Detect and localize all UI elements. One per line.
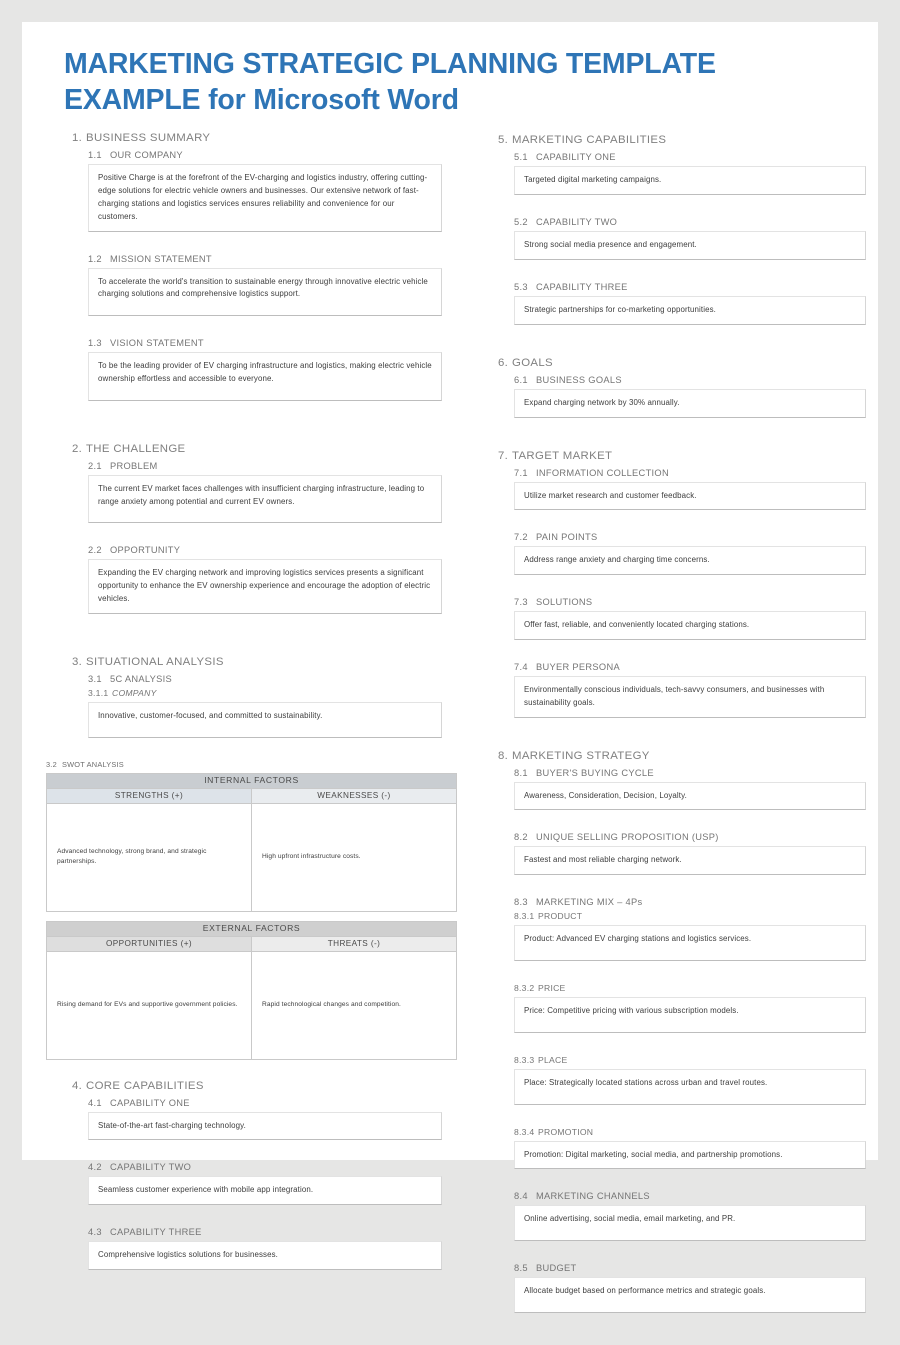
section-number: 2. xyxy=(72,442,83,455)
subsection-number: 4.3 xyxy=(88,1227,102,1238)
subsection-heading xyxy=(480,282,866,292)
table-row xyxy=(47,803,457,911)
answer-box[interactable]: Awareness, Consideration, Decision, Loyalty. xyxy=(514,782,866,811)
swot-spacer xyxy=(44,912,454,921)
subsection-heading xyxy=(480,375,866,385)
strengths-cell[interactable]: Advanced technology, strong brand, and strategic partnerships. xyxy=(47,803,252,911)
answer-box[interactable]: Expand charging network by 30% annually. xyxy=(514,389,866,418)
section-heading xyxy=(44,132,454,144)
subsection-heading xyxy=(480,217,866,227)
section-title: MARKETING STRATEGY xyxy=(512,749,650,762)
section-heading xyxy=(44,443,454,455)
left-column xyxy=(44,132,454,1292)
section-title: TARGET MARKET xyxy=(512,449,613,462)
subsection-label: BUSINESS GOALS xyxy=(536,374,622,385)
subsection-number: 5.1 xyxy=(514,152,528,163)
sub-subsection-number: 8.3.3 xyxy=(514,1054,535,1065)
swot-title: SWOT ANALYSIS xyxy=(62,759,124,769)
answer-box[interactable]: Environmentally conscious individuals, tech-savvy consumers, and businesses with sustainability goals. xyxy=(514,676,866,718)
section-number: 8. xyxy=(498,749,509,762)
table-row xyxy=(47,921,457,936)
subsection-label: CAPABILITY ONE xyxy=(110,1097,190,1108)
section-spacer xyxy=(44,423,454,443)
subsection-number: 7.2 xyxy=(514,532,528,543)
subsection-number: 3.1 xyxy=(88,673,102,684)
weaknesses-cell[interactable]: High upfront infrastructure costs. xyxy=(252,803,457,911)
section-spacer xyxy=(480,440,866,450)
section-number: 5. xyxy=(498,134,509,147)
sub-subsection-heading xyxy=(480,1127,866,1137)
answer-box[interactable]: Utilize market research and customer feedback. xyxy=(514,482,866,511)
opportunities-header: OPPORTUNITIES (+) xyxy=(47,936,252,951)
threats-header: THREATS (-) xyxy=(252,936,457,951)
subsection-label: INFORMATION COLLECTION xyxy=(536,467,669,478)
subsection-number: 1.2 xyxy=(88,253,102,264)
subsection-heading xyxy=(44,545,454,555)
sub-subsection-label: PLACE xyxy=(538,1054,568,1065)
sub-subsection-number: 8.3.4 xyxy=(514,1126,535,1137)
table-row xyxy=(47,788,457,803)
answer-box[interactable]: State-of-the-art fast-charging technology. xyxy=(88,1112,442,1141)
section-marketing-capabilities xyxy=(480,134,866,324)
external-factors-banner: EXTERNAL FACTORS xyxy=(47,921,457,936)
subsection-heading xyxy=(480,468,866,478)
subsection-heading xyxy=(480,597,866,607)
subsection-heading xyxy=(480,832,866,842)
document-page xyxy=(22,22,878,1296)
swot-analysis-block xyxy=(44,760,454,1060)
sub-subsection-heading xyxy=(480,983,866,993)
table-row xyxy=(47,773,457,788)
internal-factors-banner: INTERNAL FACTORS xyxy=(47,773,457,788)
section-spacer xyxy=(480,347,866,357)
subsection-label: MARKETING CHANNELS xyxy=(536,1191,650,1202)
answer-box[interactable]: Expanding the EV charging network and improving logistics services presents a significant opportunity to enhance the EV ownership experience and encourage the adoption of electric vehicles. xyxy=(88,559,442,613)
subsection-number: 4.2 xyxy=(88,1162,102,1173)
section-title: CORE CAPABILITIES xyxy=(86,1079,204,1092)
sub-subsection-number: 8.3.1 xyxy=(514,911,535,922)
section-title: THE CHALLENGE xyxy=(86,442,186,455)
subsection-heading xyxy=(480,152,866,162)
subsection-label: CAPABILITY TWO xyxy=(536,217,618,228)
page-title xyxy=(64,46,824,118)
subsection-heading xyxy=(44,1162,454,1172)
subsection-number: 8.4 xyxy=(514,1191,528,1202)
threats-cell[interactable]: Rapid technological changes and competition. xyxy=(252,951,457,1059)
subsection-heading xyxy=(44,150,454,160)
section-heading xyxy=(480,357,866,369)
subsection-heading xyxy=(44,461,454,471)
sub-subsection-heading xyxy=(480,911,866,921)
subsection-label: 5C ANALYSIS xyxy=(110,673,173,684)
subsection-label: PAIN POINTS xyxy=(536,532,598,543)
sub-subsection-number: 8.3.2 xyxy=(514,982,535,993)
swot-internal-table xyxy=(46,773,457,912)
subsection-label: PROBLEM xyxy=(110,460,158,471)
title-line-2: EXAMPLE for Microsoft Word xyxy=(64,84,459,117)
sub-subsection-heading xyxy=(44,688,454,698)
section-target-market xyxy=(480,450,866,718)
subsection-number: 7.1 xyxy=(514,467,528,478)
subsection-label: CAPABILITY ONE xyxy=(536,152,616,163)
swot-heading xyxy=(46,760,454,769)
section-spacer xyxy=(44,636,454,656)
table-row xyxy=(47,951,457,1059)
answer-box[interactable]: Innovative, customer-focused, and committed to sustainability. xyxy=(88,702,442,738)
subsection-heading xyxy=(44,254,454,264)
subsection-heading xyxy=(480,662,866,672)
answer-box[interactable]: Allocate budget based on performance metrics and strategic goals. xyxy=(514,1277,866,1313)
right-column xyxy=(480,132,866,1335)
section-heading xyxy=(480,450,866,462)
opportunities-cell[interactable]: Rising demand for EVs and supportive government policies. xyxy=(47,951,252,1059)
subsection-number: 8.2 xyxy=(514,832,528,843)
section-title: BUSINESS SUMMARY xyxy=(86,132,211,145)
section-heading xyxy=(44,656,454,668)
answer-box[interactable]: Place: Strategically located stations across urban and travel routes. xyxy=(514,1069,866,1105)
section-number: 4. xyxy=(72,1079,83,1092)
table-row xyxy=(47,936,457,951)
answer-box[interactable]: The current EV market faces challenges with insufficient charging infrastructure, leading to range anxiety among potential and current EV owners. xyxy=(88,475,442,524)
subsection-heading xyxy=(480,532,866,542)
answer-box[interactable]: Fastest and most reliable charging network. xyxy=(514,846,866,875)
answer-box[interactable]: Comprehensive logistics solutions for businesses. xyxy=(88,1241,442,1270)
subsection-label: CAPABILITY THREE xyxy=(536,281,628,292)
strengths-header: STRENGTHS (+) xyxy=(47,788,252,803)
section-spacer xyxy=(44,1060,454,1080)
sub-subsection-label: COMPANY xyxy=(112,687,157,698)
marketing-mix-number: 8.3 xyxy=(514,897,528,908)
subsection-number: 1.1 xyxy=(88,150,102,161)
answer-box[interactable]: Targeted digital marketing campaigns. xyxy=(514,166,866,195)
sub-subsection-label: PROMOTION xyxy=(538,1126,594,1137)
subsection-number: 8.1 xyxy=(514,767,528,778)
section-title: SITUATIONAL ANALYSIS xyxy=(86,655,224,668)
subsection-label: OUR COMPANY xyxy=(110,150,183,161)
section-number: 1. xyxy=(72,132,83,145)
swot-external-table xyxy=(46,921,457,1060)
marketing-mix-heading xyxy=(480,897,866,907)
subsection-number: 1.3 xyxy=(88,338,102,349)
section-number: 3. xyxy=(72,655,83,668)
section-situational-analysis xyxy=(44,656,454,738)
marketing-mix-label: MARKETING MIX – 4Ps xyxy=(536,897,643,908)
section-marketing-strategy xyxy=(480,750,866,1313)
section-number: 6. xyxy=(498,356,509,369)
sub-subsection-label: PRICE xyxy=(538,982,566,993)
subsection-number: 7.4 xyxy=(514,661,528,672)
subsection-heading xyxy=(44,1098,454,1108)
weaknesses-header: WEAKNESSES (-) xyxy=(252,788,457,803)
answer-box[interactable]: Promotion: Digital marketing, social media, and partnership promotions. xyxy=(514,1141,866,1170)
section-number: 7. xyxy=(498,449,509,462)
section-goals xyxy=(480,357,866,418)
subsection-label: OPPORTUNITY xyxy=(110,545,181,556)
subsection-number: 5.2 xyxy=(514,217,528,228)
subsection-label: UNIQUE SELLING PROPOSITION (USP) xyxy=(536,832,719,843)
subsection-number: 5.3 xyxy=(514,281,528,292)
answer-box[interactable]: Offer fast, reliable, and conveniently located charging stations. xyxy=(514,611,866,640)
subsection-label: BUYER'S BUYING CYCLE xyxy=(536,767,654,778)
subsection-heading xyxy=(480,1263,866,1273)
subsection-label: VISION STATEMENT xyxy=(110,338,204,349)
answer-box[interactable]: To be the leading provider of EV charging infrastructure and logistics, making electric vehicle ownership effortless and accessible to everyone. xyxy=(88,352,442,401)
answer-box[interactable]: Price: Competitive pricing with various subscription models. xyxy=(514,997,866,1033)
subsection-number: 7.3 xyxy=(514,597,528,608)
answer-box[interactable]: Positive Charge is at the forefront of the EV-charging and logistics industry, offering cutting-edge solutions for electric vehicle owners and businesses. Our extensive network of fast-charging stations and logistics services ensures reliability and convenience for our customers. xyxy=(88,164,442,231)
subsection-heading xyxy=(44,674,454,684)
subsection-number: 6.1 xyxy=(514,374,528,385)
swot-number: 3.2 xyxy=(46,759,57,769)
subsection-label: MISSION STATEMENT xyxy=(110,253,212,264)
sub-subsection-heading xyxy=(480,1055,866,1065)
answer-box[interactable]: Product: Advanced EV charging stations and logistics services. xyxy=(514,925,866,961)
section-the-challenge xyxy=(44,443,454,614)
subsection-number: 2.2 xyxy=(88,545,102,556)
section-title: GOALS xyxy=(512,356,553,369)
section-spacer xyxy=(480,740,866,750)
section-title: MARKETING CAPABILITIES xyxy=(512,134,667,147)
subsection-label: BUDGET xyxy=(536,1263,577,1274)
answer-box[interactable]: Strategic partnerships for co-marketing opportunities. xyxy=(514,296,866,325)
section-heading xyxy=(480,750,866,762)
subsection-label: CAPABILITY TWO xyxy=(110,1162,192,1173)
section-heading xyxy=(44,1080,454,1092)
subsection-label: CAPABILITY THREE xyxy=(110,1227,202,1238)
answer-box[interactable]: Strong social media presence and engagement. xyxy=(514,231,866,260)
title-line-1: MARKETING STRATEGIC PLANNING TEMPLATE xyxy=(64,48,716,80)
subsection-heading xyxy=(44,338,454,348)
sub-subsection-label: PRODUCT xyxy=(538,911,583,922)
subsection-number: 4.1 xyxy=(88,1097,102,1108)
subsection-label: SOLUTIONS xyxy=(536,597,593,608)
two-column-layout xyxy=(44,132,856,1335)
answer-box[interactable]: Address range anxiety and charging time concerns. xyxy=(514,546,866,575)
subsection-heading xyxy=(480,1191,866,1201)
subsection-number: 8.5 xyxy=(514,1263,528,1274)
answer-box[interactable]: Online advertising, social media, email marketing, and PR. xyxy=(514,1205,866,1241)
subsection-heading xyxy=(44,1227,454,1237)
subsection-label: BUYER PERSONA xyxy=(536,661,620,672)
subsection-number: 2.1 xyxy=(88,460,102,471)
section-core-capabilities xyxy=(44,1080,454,1270)
section-business-summary xyxy=(44,132,454,400)
subsection-heading xyxy=(480,768,866,778)
answer-box[interactable]: To accelerate the world's transition to sustainable energy through innovative electric vehicle charging solutions and comprehensive logistics support. xyxy=(88,268,442,317)
sub-subsection-number: 3.1.1 xyxy=(88,687,109,698)
answer-box[interactable]: Seamless customer experience with mobile app integration. xyxy=(88,1176,442,1205)
section-heading xyxy=(480,134,866,146)
